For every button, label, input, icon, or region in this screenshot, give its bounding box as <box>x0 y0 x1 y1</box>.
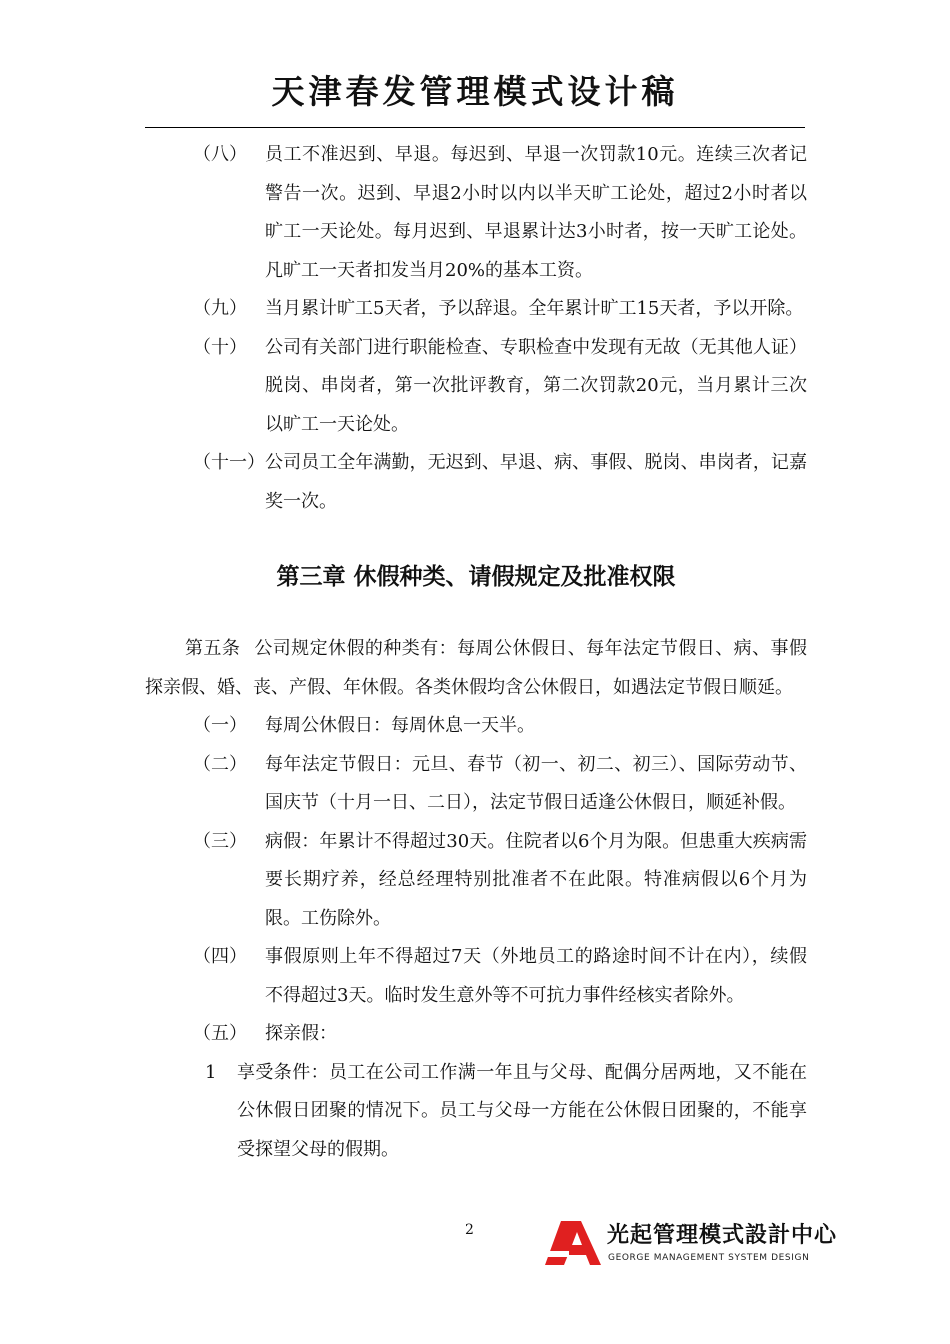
clause-text: 公司有关部门进行职能检查、专职检查中发现有无故（无其他人证）脱岗、串岗者，第一次批评教育，第二次罚款20元，当月累计三次以旷工一天论处。 <box>265 336 807 435</box>
logo-chinese-name: 光起管理模式設計中心 <box>607 1223 838 1248</box>
header-divider <box>145 127 805 128</box>
clause-label: （八） <box>193 144 247 165</box>
article-label: 第五条 <box>185 638 241 659</box>
clause-9 <box>145 290 807 329</box>
clause-1 <box>145 707 807 746</box>
document-body <box>145 136 807 1169</box>
logo-a-icon <box>545 1221 601 1265</box>
clause-label: （三） <box>193 830 247 852</box>
clause-label: （十） <box>193 336 247 358</box>
clause-8 <box>145 136 807 290</box>
clause-4 <box>145 938 807 1015</box>
clause-text: 每周公休假日：每周休息一天半。 <box>265 715 535 736</box>
chapter-title: 第三章 休假种类、请假规定及批准权限 <box>276 564 676 590</box>
clause-2 <box>145 746 807 823</box>
clause-text: 事假原则上年不得超过7天（外地员工的路途时间不计在内），续假不得超过3天。临时发生意外等不可抗力事件经核实者除外。 <box>265 946 807 1006</box>
sub-item-1 <box>145 1054 807 1170</box>
company-logo <box>545 1221 838 1267</box>
clause-3 <box>145 823 807 939</box>
page-title: 天津春发管理模式设计稿 <box>271 72 679 111</box>
clause-label: （一） <box>193 715 247 736</box>
sub-item-text: 享受条件：员工在公司工作满一年且与父母、配偶分居两地，又不能在公休假日团聚的情况下。员工与父母一方能在公休假日团聚的，不能享受探望父母的假期。 <box>237 1061 807 1160</box>
clause-5 <box>145 1015 807 1054</box>
clause-label: （五） <box>193 1023 247 1044</box>
page-number: 2 <box>465 1222 474 1238</box>
article-5 <box>145 630 807 707</box>
clause-label: （二） <box>193 753 247 775</box>
clause-10 <box>145 329 807 445</box>
clause-11 <box>145 444 807 521</box>
clause-text: 员工不准迟到、早退。每迟到、早退一次罚款10元。连续三次者记警告一次。迟到、早退2小时以内以半天旷工论处，超过2小时者以旷工一天论处。每月迟到、早退累计达3小时者，按一天旷工论处。凡旷工一天者扣发当月20%的基本工资。 <box>265 144 807 281</box>
sub-item-label: 1 <box>205 1061 217 1083</box>
clause-text: 每年法定节假日：元旦、春节（初一、初二、初三）、国际劳动节、国庆节（十月一日、二日），法定节假日适逢公休假日，顺延补假。 <box>265 753 807 813</box>
clause-text: 当月累计旷工5天者，予以辞退。全年累计旷工15天者，予以开除。 <box>265 298 804 319</box>
clause-text: 探亲假： <box>265 1023 337 1044</box>
clause-label: （四） <box>193 946 247 967</box>
clause-label: （十一） <box>193 452 265 473</box>
clause-text: 公司员工全年满勤，无迟到、早退、病、事假、脱岗、串岗者，记嘉奖一次。 <box>265 452 807 512</box>
clause-label: （九） <box>193 298 247 319</box>
logo-english-name: GEORGE MANAGEMENT SYSTEM DESIGN <box>608 1253 810 1263</box>
article-text: 公司规定休假的种类有：每周公休假日、每年法定节假日、病、事假探亲假、婚、丧、产假、年休假。各类休假均含公休假日，如遇法定节假日顺延。 <box>145 638 807 698</box>
clause-text: 病假：年累计不得超过30天。住院者以6个月为限。但患重大疾病需要长期疗养，经总经理特别批准者不在此限。特准病假以6个月为限。工伤除外。 <box>265 830 807 929</box>
